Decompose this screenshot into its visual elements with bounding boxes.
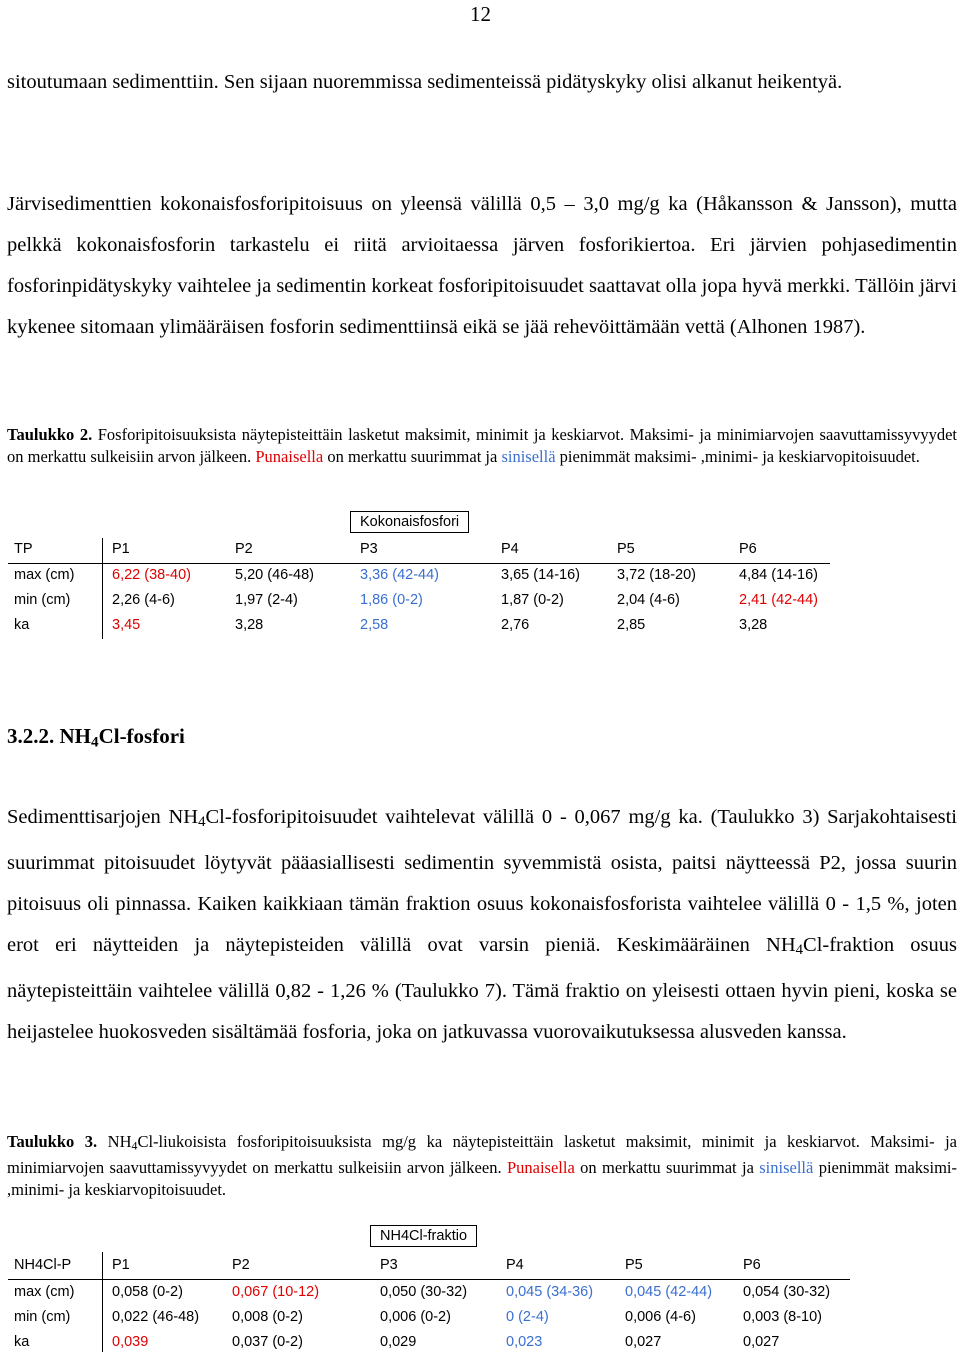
table-cell: 0,029: [380, 1334, 417, 1350]
column-header: P1: [112, 1257, 130, 1273]
row-label: ka: [14, 1334, 30, 1350]
table-divider: [102, 538, 103, 639]
table-cell: 3,45: [112, 617, 141, 633]
table-cell: 3,28: [235, 617, 264, 633]
table3-caption: [7, 1131, 957, 1201]
caption-text: NH: [97, 1132, 132, 1151]
page-number: 12: [470, 2, 491, 26]
table2-caption-label: Taulukko 2.: [7, 425, 93, 444]
para-text: Cl-fosforipitoisuudet vaihtelevat välillä 0 - 0,067 mg/g ka. (Taulukko 3) Sarjakohtaisesti suurimmat pitoisuudet löytyvät pääasiallisesti sedimentin syvemmistä osista, paitsi näytteessä P2, jossa suurin pitoisuus oli pinnassa. Kaiken kaikkiaan tämän fraktion osuus kokonaisfosforista vaihtelee välillä 0 - 1,5 %, joten erot eri näytteiden ja näytepisteiden välillä ovat varsin pieniä. Keskimääräinen NH: [7, 806, 957, 957]
table-cell: 0 (2-4): [506, 1309, 549, 1325]
table-cell: 0,045 (34-36): [506, 1284, 594, 1300]
para-text: Cl-fraktion osuus näytepisteittäin vaihtelee välillä 0,82 - 1,26 % (Taulukko 7). Tämä fraktio on yleisesti ottaen hyvin pieni, koska se heijastelee huokosveden sisältämää fosforia, joka on jatkuvassa vuorovaikutuksessa alusveden kanssa.: [7, 934, 958, 1044]
table-title-box: NH4Cl-fraktio: [370, 1225, 477, 1247]
table-cell: 0,050 (30-32): [380, 1284, 468, 1300]
row-label: max (cm): [14, 1284, 75, 1300]
table-cell: 3,72 (18-20): [617, 567, 696, 583]
table-cell: 0,067 (10-12): [232, 1284, 320, 1300]
column-header: P2: [232, 1257, 250, 1273]
table-cell: 1,86 (0-2): [360, 592, 423, 608]
column-header: P3: [360, 541, 378, 557]
table-cell: 0,008 (0-2): [232, 1309, 303, 1325]
column-header: TP: [14, 541, 33, 557]
section-heading: [7, 724, 185, 751]
column-header: P6: [743, 1257, 761, 1273]
table-rule: [8, 563, 830, 564]
caption-text: on merkattu suurimmat ja: [574, 1157, 760, 1177]
table-cell: 2,41 (42-44): [739, 592, 818, 608]
table-cell: 2,04 (4-6): [617, 592, 680, 608]
row-label: ka: [14, 617, 30, 633]
subscript: 4: [198, 814, 206, 831]
table-cell: 0,045 (42-44): [625, 1284, 713, 1300]
heading-text: 3.2.2. NH: [7, 724, 91, 748]
paragraph-total-phosphorus: Järvisedimenttien kokonaisfosforipitoisuus on yleensä välillä 0,5 – 3,0 mg/g ka (Håkansson & Jansson), mutta pelkkä kokonaisfosforin tarkastelu ei riitä arvioitaessa järven fosforikiertoa. Eri järvien pohjasedimentin fosforinpidätyskyky vaihtelee ja sedimentin korkeat fosforipitoisuudet saattavat olla jopa hyvä merkki. Tällöin järvi kykenee sitomaan ylimääräisen fosforin sedimenttiinsä eikä se jää rehevöittämään vettä (Alhonen 1987).: [7, 193, 957, 338]
table-cell: 0,003 (8-10): [743, 1309, 822, 1325]
row-label: min (cm): [14, 592, 71, 608]
column-header: P3: [380, 1257, 398, 1273]
table-cell: 1,97 (2-4): [235, 592, 298, 608]
subscript: 4: [795, 942, 804, 959]
table-title-box: Kokonaisfosfori: [350, 511, 469, 533]
column-header: P4: [506, 1257, 524, 1273]
caption-text: pienimmät maksimi- ,minimi- ja keskiarvopitoisuudet.: [555, 447, 920, 466]
caption-blue-word: sinisellä: [759, 1157, 814, 1177]
table-cell: 6,22 (38-40): [112, 567, 191, 583]
column-header: P1: [112, 541, 130, 557]
table-rule: [8, 1279, 850, 1280]
row-label: max (cm): [14, 567, 75, 583]
column-header: P5: [625, 1257, 643, 1273]
column-header: P6: [739, 541, 757, 557]
table-cell: 0,022 (46-48): [112, 1309, 200, 1325]
table-cell: 0,054 (30-32): [743, 1284, 831, 1300]
caption-red-word: Punaisella: [255, 447, 324, 466]
caption-red-word: Punaisella: [506, 1157, 575, 1177]
table-cell: 3,28: [739, 617, 768, 633]
column-header: P4: [501, 541, 519, 557]
heading-text: Cl-fosfori: [98, 724, 185, 748]
table-cell: 2,26 (4-6): [112, 592, 175, 608]
row-label: min (cm): [14, 1309, 71, 1325]
caption-text: Fosforipitoisuuksista näytepisteittäin lasketut maksimit, minimit ja keskiarvot. Maksimi- ja minimiarvojen saavuttamissyvyydet on merkattu sulkeisiin arvon jälkeen.: [7, 425, 958, 466]
subscript: 4: [131, 1138, 138, 1153]
table3-caption-label: Taulukko 3.: [7, 1132, 98, 1151]
column-header: NH4Cl-P: [14, 1257, 72, 1273]
table-cell: 0,027: [625, 1334, 662, 1350]
table-divider: [102, 1252, 103, 1352]
table-cell: 0,006 (4-6): [625, 1309, 696, 1325]
table-cell: 0,006 (0-2): [380, 1309, 451, 1325]
table-cell: 3,36 (42-44): [360, 567, 439, 583]
table-cell: 2,85: [617, 617, 646, 633]
column-header: P5: [617, 541, 635, 557]
table-cell: 3,65 (14-16): [501, 567, 580, 583]
table2-caption: [7, 424, 957, 468]
table-cell: 0,037 (0-2): [232, 1334, 303, 1350]
caption-text: Cl-liukoisista fosforipitoisuuksista mg/g ka näytepisteittäin lasketut maksimit, minimit ja keskiarvot. Maksimi- ja minimiarvojen saavuttamissyvyydet on merkattu sulkeisiin arvon jälkeen.: [7, 1132, 957, 1177]
table-cell: 0,023: [506, 1334, 543, 1350]
table-cell: 2,58: [360, 617, 389, 633]
caption-text: on merkattu suurimmat ja: [323, 447, 502, 466]
table-cell: 0,039: [112, 1334, 149, 1350]
column-header: P2: [235, 541, 253, 557]
table-cell: 5,20 (46-48): [235, 567, 314, 583]
caption-text: pienimmät maksimi- ,minimi- ja keskiarvopitoisuudet.: [7, 1157, 957, 1199]
caption-blue-word: sinisellä: [501, 447, 556, 466]
table-cell: 1,87 (0-2): [501, 592, 564, 608]
table-cell: 4,84 (14-16): [739, 567, 818, 583]
heading-subscript: 4: [91, 734, 99, 751]
table-cell: 0,058 (0-2): [112, 1284, 183, 1300]
para-text: Sedimenttisarjojen NH: [7, 806, 199, 828]
paragraph-nh4cl: [7, 797, 957, 1053]
table-cell: 2,76: [501, 617, 530, 633]
table-cell: 0,027: [743, 1334, 780, 1350]
paragraph-intro: sitoutumaan sedimenttiin. Sen sijaan nuoremmissa sedimenteissä pidätyskyky olisi alkanut heikentyä.: [7, 71, 843, 93]
